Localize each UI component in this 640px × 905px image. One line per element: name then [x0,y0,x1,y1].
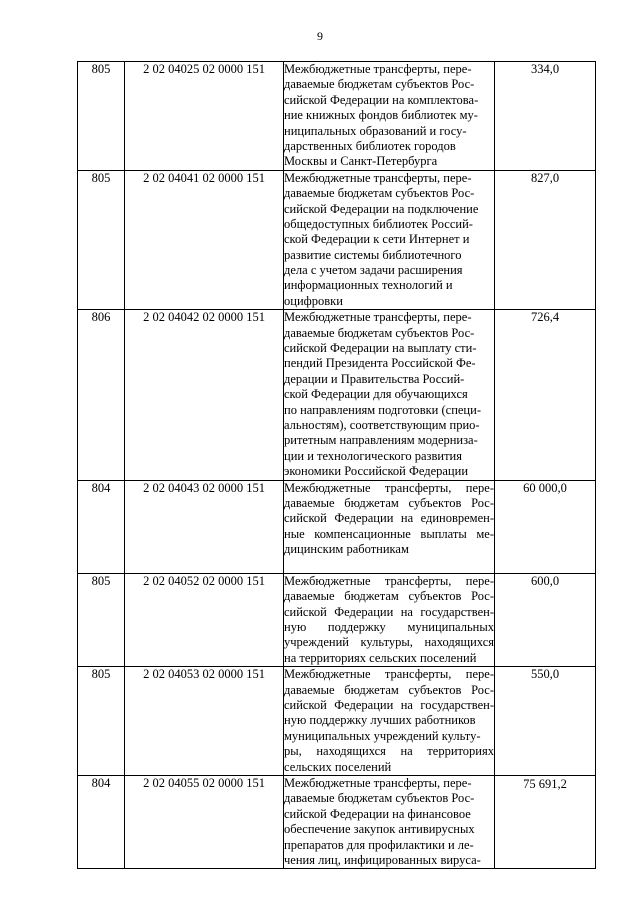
description-line: сийской Федерации на государствен- [284,698,494,713]
description-line: Москвы и Санкт-Петербурга [284,154,438,169]
description-line: Межбюджетные трансферты, пере- [284,480,494,495]
table-row [78,310,596,480]
description-line: Межбюджетные трансферты, пере- [284,573,494,588]
amount-cell: 550,0 [495,667,596,776]
description-line: пендий Президента Российской Фе- [284,356,476,371]
description-line: даваемые бюджетам субъектов Рос- [284,325,475,340]
description-line: ные компенсационные выплаты ме- [284,526,494,541]
admin-code-cell: 805 [78,170,125,310]
description-line: дарственных библиотек городов [284,138,456,153]
description-line: препаратов для профилактики и ле- [284,837,474,852]
budget-code-cell: 2 02 04052 02 0000 151 [125,573,284,666]
description-line: учреждений культуры, находящихся [284,635,494,650]
amount-cell: 726,4 [495,310,596,480]
admin-code-cell: 804 [78,480,125,573]
description-line: ную поддержку муниципальных [284,620,494,635]
description-line: дела с учетом задачи расширения [284,263,463,278]
admin-code-cell: 806 [78,310,125,480]
amount-cell: 600,0 [495,573,596,666]
description-line: сийской Федерации на выплату сти- [284,341,477,356]
description-line: ниципальных образований и госу- [284,123,467,138]
description-line: Межбюджетные трансферты, пере- [284,775,472,790]
description-line: сийской Федерации на единовремен- [284,511,494,526]
description-line: ской Федерации для обучающихся [284,387,468,402]
description-line: обеспечение закупок антивирусных [284,822,475,837]
table-row [78,573,596,666]
amount-cell: 60 000,0 [495,480,596,573]
budget-code-cell: 2 02 04053 02 0000 151 [125,667,284,776]
budget-table [77,61,596,869]
description-line: даваемые бюджетам субъектов Рос- [284,791,475,806]
description-line: даваемые бюджетам субъектов Рос- [284,589,494,604]
description-cell [284,170,495,310]
description-cell [284,667,495,776]
description-line: оцифровки [284,293,343,308]
description-line: сельских поселений [284,759,392,774]
description-line [284,558,494,573]
description-cell [284,573,495,666]
description-line: сийской Федерации на подключение [284,201,479,216]
description-cell [284,480,495,573]
description-line: ры, находящихся на территориях [284,744,494,759]
description-line: сийской Федерации на комплектова- [284,92,479,107]
description-line: даваемые бюджетам субъектов Рос- [284,495,494,510]
description-line: Межбюджетные трансферты, пере- [284,667,494,682]
description-line: ской Федерации к сети Интернет и [284,232,470,247]
admin-code-cell: 805 [78,573,125,666]
description-line: дерации и Правительства Россий- [284,371,465,386]
description-line: Межбюджетные трансферты, пере- [284,62,472,76]
description-line: даваемые бюджетам субъектов Рос- [284,186,475,201]
description-line: даваемые бюджетам субъектов Рос- [284,77,475,92]
budget-code-cell: 2 02 04041 02 0000 151 [125,170,284,310]
admin-code-cell: 804 [78,775,125,868]
amount-cell: 334,0 [495,62,596,171]
description-cell [284,775,495,868]
budget-code-cell: 2 02 04055 02 0000 151 [125,775,284,868]
table-row [78,480,596,573]
description-line: по направлениям подготовки (специ- [284,402,481,417]
description-line: дицинским работникам [284,542,409,557]
description-line: экономики Российской Федерации [284,464,469,479]
budget-code-cell: 2 02 04042 02 0000 151 [125,310,284,480]
description-line: сийской Федерации на государствен- [284,604,494,619]
admin-code-cell: 805 [78,62,125,171]
description-line: ную поддержку лучших работников [284,713,476,728]
description-cell [284,62,495,171]
description-line: даваемые бюджетам субъектов Рос- [284,682,494,697]
amount-cell: 827,0 [495,170,596,310]
description-line: ции и технологического развития [284,448,462,463]
description-line: Межбюджетные трансферты, пере- [284,170,472,185]
page-number: 9 [317,29,323,43]
amount-cell: 75 691,2 [495,775,596,868]
description-line: альностям), соответствующим прио- [284,417,480,432]
table-row [78,667,596,776]
description-cell [284,310,495,480]
description-line: Межбюджетные трансферты, пере- [284,310,472,325]
description-line: информационных технологий и [284,278,453,293]
budget-code-cell: 2 02 04025 02 0000 151 [125,62,284,171]
budget-code-cell: 2 02 04043 02 0000 151 [125,480,284,573]
table-row [78,62,596,171]
table-row [78,170,596,310]
description-line: общедоступных библиотек Россий- [284,216,473,231]
description-line: сийской Федерации на финансовое [284,806,471,821]
description-line: ритетным направлениям модерниза- [284,433,478,448]
description-line: на территориях сельских поселений [284,650,477,665]
table-row [78,775,596,868]
description-line: муниципальных учреждений культу- [284,728,481,743]
description-line: развитие системы библиотечного [284,247,462,262]
admin-code-cell: 805 [78,667,125,776]
description-line: ние книжных фондов библиотек му- [284,108,478,123]
description-line: чения лиц, инфицированных вируса- [284,852,481,867]
table-body [78,62,596,869]
